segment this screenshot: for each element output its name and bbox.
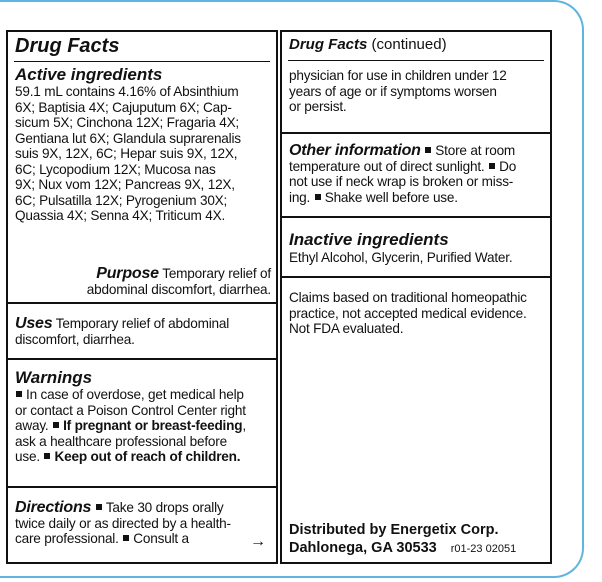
bullet-icon [53,422,59,428]
bullet-icon [489,163,495,169]
active-ingredients-list: 59.1 mL contains 4.16% of Absinthium 6X; Baptisia 4X; Cajuputum 6X; Cap- sicum 5X; Cinchona 12X; Fragaria 4X; Gentiana lut 6X; Glandula suprarenalis suis 9X, 12X, 6C; Hepar suis 9X, 12X, 6C; Lycopodium 12X; Mucosa nas 9X; Nux vom 12X; Pancreas 9X, 12X, 6C; Pulsatilla 12X; Pyrogenium 30X; Quassia 4X; Senna 4X; Triticum 4X. [15,84,241,223]
warnings-panel: Warnings In case of overdose, get medical help or contact a Poison Control Center right away. If pregnant or breast-feeding, ask a healthcare professional before use. Keep out of reach of children. [6,358,278,488]
purpose-block: Purpose Temporary relief of abdominal discomfort, diarrhea. [86,265,271,297]
inactive-ingredients-panel [280,216,552,278]
other-information-panel: Other information Store at room temperature out of direct sunlight. Do not use if neck wrap is broken or miss- ing. Shake well before use. [280,132,552,218]
drug-facts-continued-panel: Drug Facts (continued) physician for use in children under 12 years of age or if symptoms worsen or persist. [280,30,552,134]
active-ingredients-heading: Active ingredients [15,65,163,84]
bullet-icon [315,194,321,200]
bullet-icon [425,147,431,153]
bullet-icon [44,453,50,459]
drug-facts-title: Drug Facts [15,35,120,57]
continued-header: Drug Facts (continued) [289,36,447,53]
continued-arrow-icon: → [250,533,266,550]
lot-code: r01-23 02051 [450,543,517,555]
bullet-icon [16,391,22,397]
bullet-icon [96,504,102,510]
inactive-ingredients-text: Ethyl Alcohol, Glycerin, Purified Water. [289,250,513,265]
drug-facts-panel [6,30,278,304]
title-rule [14,61,270,62]
directions-panel: Directions Take 30 drops orally twice daily or as directed by a health- care professional. Consult a → [6,486,278,564]
uses-panel: Uses Temporary relief of abdominal discomfort, diarrhea. [6,302,278,360]
bullet-icon [123,535,129,541]
continued-rule [288,60,544,61]
other-information-heading: Other information [289,142,421,159]
purpose-heading: Purpose [96,265,159,282]
inactive-ingredients-heading: Inactive ingredients [289,230,449,249]
distributor-info: Distributed by Energetix Corp. Dahlonega, GA 30533 r01-23 02051 [289,522,517,556]
claims-text: Claims based on traditional homeopathic practice, not accepted medical evidence. Not FDA evaluated. [289,290,527,336]
claims-panel [280,276,552,564]
uses-heading: Uses [15,315,53,332]
directions-heading: Directions [15,499,92,516]
warnings-heading: Warnings [15,368,93,387]
